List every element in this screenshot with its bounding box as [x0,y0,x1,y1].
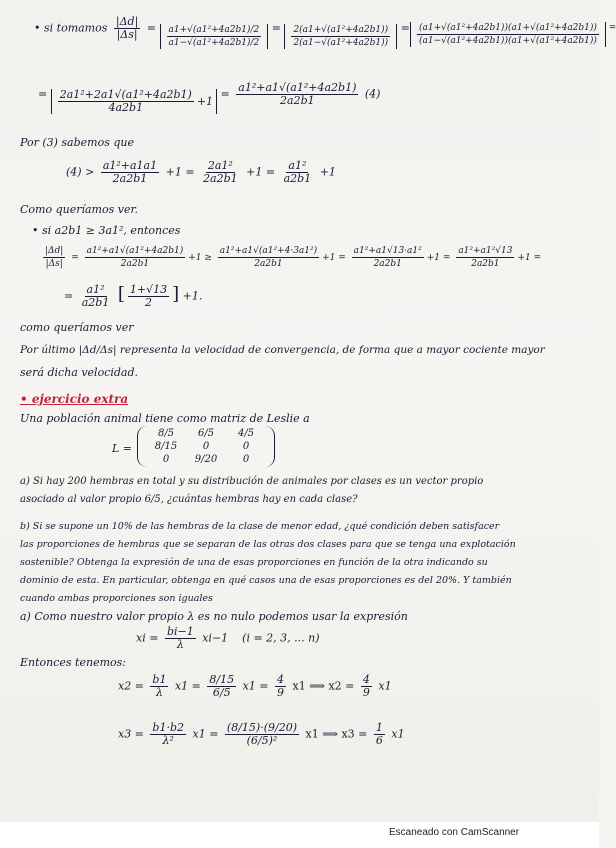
line-2: = $\frac{\text{2a1²+2a1√(a1²+4a2b1)}}{4a2b1}$ +1 = $\frac{\text{a1²+a1√(a1²+4a2b1)}}{2a2b1}$ (4) [38,81,381,114]
leslie-matrix [137,426,275,467]
line-5: Como queríamos ver. [20,203,139,216]
question-a-1: a) Si hay 200 hembras en total y su distribución de animales por clases es un vector propio [20,476,484,487]
matrix-cell: 4/5 [237,428,255,439]
line1-f3: $\frac{\text{(a1+√(a1²+4a2b1))(a1+√(a1²+4a2b1))}}{\text{(a1−√(a1²+4a2b1))(a1+√(a1²+4a2b1))}}$ = [410,22,616,47]
footer-text: Escaneado con CamScanner [389,827,520,838]
question-b-4: dominio de esta. En particular, obtenga en qué casos una de esas proporciones es del 20%. Y también [20,575,512,586]
line1-lhs: $\frac{|\Delta d|}{|\Delta s|}$ [115,15,139,41]
question-b-1: b) Si se supone un 10% de las hembras de la clase de menor edad, ¿qué condición deben satisfacer [20,521,500,532]
line-11: Una población animal tiene como matriz de Leslie a [20,412,310,425]
line-8: = $\frac{\text{a1²}}{a2b1}$ [ $\frac{1+√13}{2}$ ] +1. [64,283,203,309]
matrix-label: L = [112,442,133,455]
matrix-cell: 8/15 [154,441,178,452]
question-b-2: las proporciones de hembras que se separan de las otras dos clases para que se tenga una explotación [20,539,516,550]
line-6: • si a2b1 ≥ 3a1², entonces [32,224,181,237]
answer-2: Entonces tenemos: [20,656,126,669]
line1-f1: $\frac{\text{a1+√(a1²+4a2b1)/2}}{\text{a1−√(a1²+4a2b1)/2}}$ [160,24,269,49]
x2-line: x2 = $\frac{b1}{\lambda}$ x1 = $\frac{8/15}{6/5}$ x1 = $\frac{4}{9}$ x1 ⟹ x2 = $\frac{4}{9}$ x1 [118,673,392,699]
question-a-2: asociado al valor propio 6/5, ¿cuántas hembras hay en cada clase? [20,494,358,505]
camscanner-footer [0,822,599,848]
section-title: • ejercicio extra [20,392,129,406]
matrix-cell: 0 [202,441,210,452]
matrix-cell: 8/5 [157,428,175,439]
matrix-cell: 0 [242,454,250,465]
matrix-cell: 0 [162,454,170,465]
line-3: Por (3) sabemos que [20,136,134,149]
line1-f2: $\frac{\text{2(a1+√(a1²+4a2b1))}}{\text{2(a1−√(a1²+4a2b1))}}$ [284,24,397,49]
matrix-cell: 9/20 [194,454,218,465]
question-b-5: cuando ambas proporciones son iguales [20,593,213,604]
line-7: $\frac{|\Delta d|}{|\Delta s|}$ = $\frac{\text{a1²+a1√(a1²+4a2b1)}}{2a2b1}$ +1 ≥ $\frac{\text{a1²+a1√(a1²+4·3a1²)}}{2a2b1}$ +1 = $\frac{\text{a1²+a1√13·a1²}}{2a2b1}$ +1 = $\frac{\text{a1²+a1²√13}}{2a2b1}$ +1 = [45,246,542,269]
line-4: (4) > $\frac{\text{a1²+a1a1}}{2a2b1}$ +1 = $\frac{\text{2a1²}}{2a2b1}$ +1 = $\frac{\text{a1²}}{a2b1}$ +1 [66,159,336,185]
line-1: • si tomamos $\frac{|\Delta d|}{|\Delta s|}$ = $\frac{\text{a1+√(a1²+4a2b1)/2}}{\text{a1−√(a1²+4a2b1)/2}}$ = $\frac{\text{2(a1+√(a1²+4a2b1))}}{\text{2(a1−√(a1²+4a2b1))}}$ = [34,15,410,48]
line-10b: será dicha velocidad. [20,366,139,379]
x3-line: x3 = $\frac{b1\cdot b2}{\text{λ²}}$ x1 = $\frac{(8/15)\cdot(9/20)}{\text{(6/5)²}}$ x1 ⟹ x3 = $\frac{1}{6}$ x1 [118,721,405,747]
answer-1: a) Como nuestro valor propio λ es no nulo podemos usar la expresión [20,610,408,623]
line1-lead: • si tomamos [34,21,108,35]
question-b-3: sostenible? Obtenga la expresión de una de esas proporciones en función de la otra indicando su [20,557,488,568]
answer-formula: xi = $\frac{bi-1}{\lambda}$ xi−1 (i = 2, 3, ... n) [136,625,320,651]
line-9: como queríamos ver [20,321,134,334]
matrix-cell: 6/5 [197,428,215,439]
matrix-cell: 0 [242,441,250,452]
line-10a: Por último |Δd/Δs| representa la velocidad de convergencia, de forma que a mayor cociente mayor [20,344,545,356]
